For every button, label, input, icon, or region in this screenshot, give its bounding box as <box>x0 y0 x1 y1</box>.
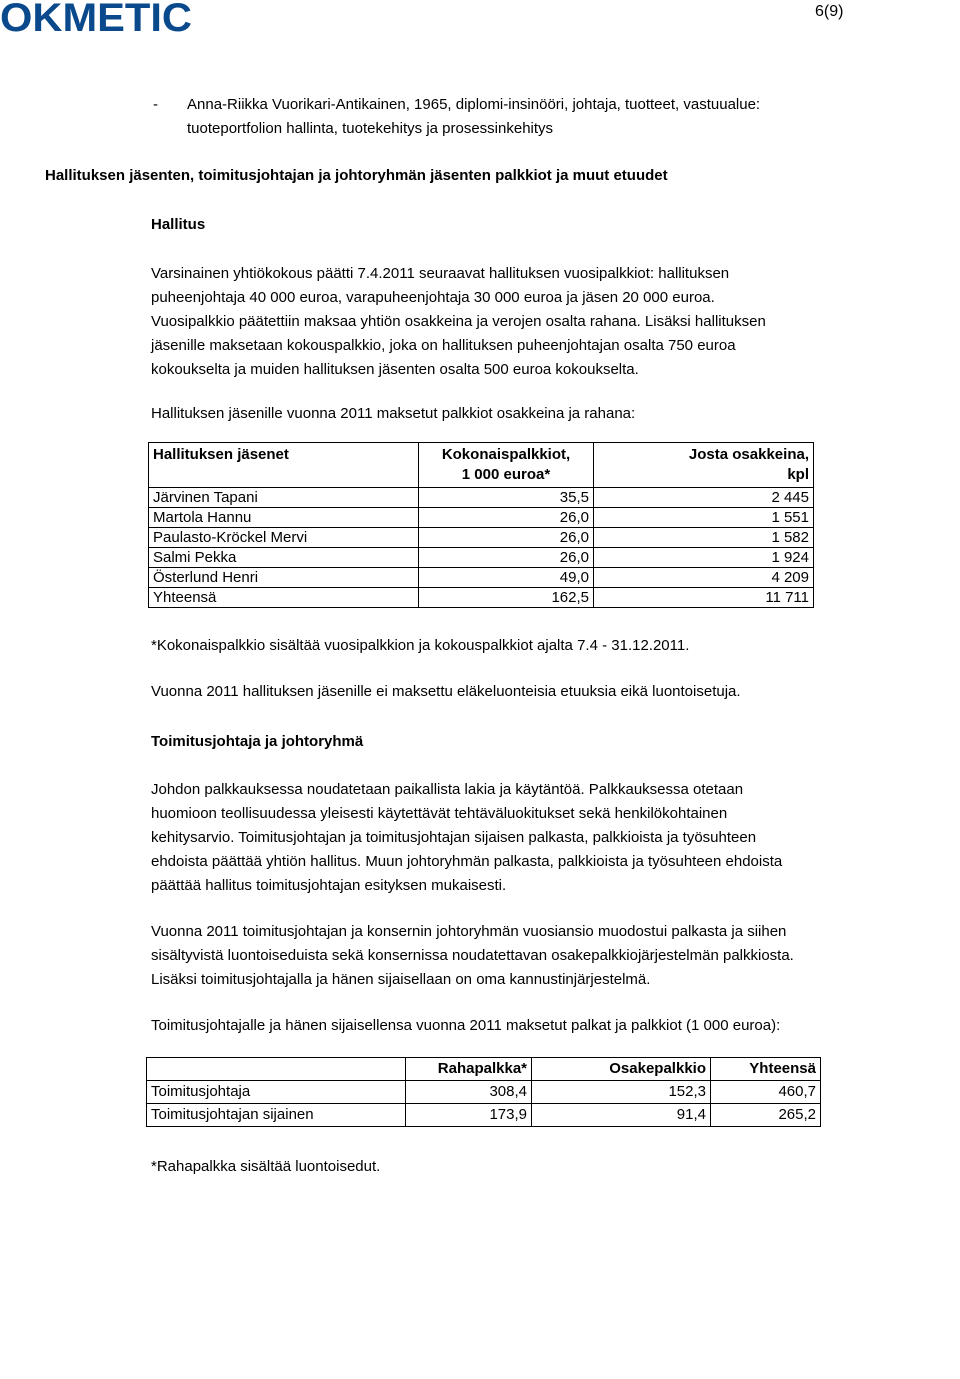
table-row <box>147 1081 821 1104</box>
management-paragraph-2 <box>151 920 794 992</box>
cell-name: Paulasto-Kröckel Mervi <box>149 528 419 548</box>
header-cell-empty <box>147 1058 406 1081</box>
table-header-row <box>147 1058 821 1081</box>
cell-total: 460,7 <box>711 1081 821 1104</box>
header-total-line-2: 1 000 euroa* <box>461 466 551 483</box>
paragraph-line: sisältyvistä luontoiseduista sekä konsernissa noudatettavan osakepalkkiojärjestelmän palkkiosta. <box>151 947 794 964</box>
cell-role: Toimitusjohtajan sijainen <box>147 1104 406 1127</box>
cell-shares: 4 209 <box>594 568 814 588</box>
header-cell-total: Yhteensä <box>711 1058 821 1081</box>
cell-role: Toimitusjohtaja <box>147 1081 406 1104</box>
table-row <box>149 508 814 528</box>
paragraph-line: huomioon teollisuudessa yleisesti käytettävät tehtäväluokitukset sekä henkilökohtainen <box>151 805 728 822</box>
paragraph-line: jäsenille maksetaan kokouspalkkio, joka on hallituksen puheenjohtajan osalta 750 euroa <box>151 337 736 354</box>
cell-shares: 2 445 <box>594 488 814 508</box>
cell-shares: 1 582 <box>594 528 814 548</box>
cell-shares: 1 924 <box>594 548 814 568</box>
ceo-table-intro: Toimitusjohtajalle ja hänen sijaisellensa vuonna 2011 maksetut palkat ja palkkiot (1 000 euroa): <box>151 1017 781 1034</box>
cell-shares: 11 711 <box>594 588 814 608</box>
board-footnote: *Kokonaispalkkio sisältää vuosipalkkion ja kokouspalkkiot ajalta 7.4 - 31.12.2011. <box>151 637 690 654</box>
cell-total: 26,0 <box>419 528 594 548</box>
table-row <box>149 488 814 508</box>
cell-total: 265,2 <box>711 1104 821 1127</box>
ceo-footnote: *Rahapalkka sisältää luontoisedut. <box>151 1158 381 1175</box>
paragraph-line: Johdon palkkauksessa noudatetaan paikallista lakia ja käytäntöä. Palkkauksessa otetaan <box>151 781 744 798</box>
ceo-salary-table <box>146 1057 821 1127</box>
cell-name: Salmi Pekka <box>149 548 419 568</box>
paragraph-line: Vuosipalkkio päätettiin maksaa yhtiön osakkeina ja verojen osalta rahana. Lisäksi hallituksen <box>151 313 766 330</box>
cell-total: 26,0 <box>419 508 594 528</box>
cell-total: 49,0 <box>419 568 594 588</box>
header-shares-line-1: Josta osakkeina, <box>688 446 809 463</box>
cell-name: Martola Hannu <box>149 508 419 528</box>
table-header-row <box>149 443 814 488</box>
logo-text: OKMETIC <box>0 0 193 34</box>
paragraph-line: Vuonna 2011 toimitusjohtajan ja konsernin johtoryhmän vuosiansio muodostui palkasta ja siihen <box>151 923 787 940</box>
cell-share-reward: 91,4 <box>532 1104 711 1127</box>
header-total-line-1: Kokonaispalkkiot, <box>441 446 571 463</box>
board-heading: Hallitus <box>151 216 206 233</box>
cell-name: Järvinen Tapani <box>149 488 419 508</box>
table-row-total <box>149 588 814 608</box>
cell-cash-salary: 308,4 <box>406 1081 532 1104</box>
bullet-line-2: tuoteportfolion hallinta, tuotekehitys ja prosessinkehitys <box>187 120 554 137</box>
cell-cash-salary: 173,9 <box>406 1104 532 1127</box>
table-row <box>149 528 814 548</box>
header-cell-shares <box>594 443 814 488</box>
cell-name: Yhteensä <box>149 588 419 608</box>
bullet-dash: - <box>153 96 158 113</box>
paragraph-line: puheenjohtaja 40 000 euroa, varapuheenjohtaja 30 000 euroa ja jäsen 20 000 euroa. <box>151 289 715 306</box>
cell-name: Österlund Henri <box>149 568 419 588</box>
header-cell-members: Hallituksen jäsenet <box>149 443 419 488</box>
cell-total: 162,5 <box>419 588 594 608</box>
cell-share-reward: 152,3 <box>532 1081 711 1104</box>
table-row <box>149 568 814 588</box>
page-number: 6(9) <box>815 3 844 20</box>
header-cell-cash-salary: Rahapalkka* <box>406 1058 532 1081</box>
paragraph-line: kokoukselta ja muiden hallituksen jäsenten osalta 500 euroa kokoukselta. <box>151 361 639 378</box>
paragraph-line: kehitysarvio. Toimitusjohtajan ja toimitusjohtajan sijaisen palkasta, palkkioista ja työsuhteen <box>151 829 757 846</box>
board-paragraph <box>151 262 766 382</box>
management-heading: Toimitusjohtaja ja johtoryhmä <box>151 733 364 750</box>
board-fees-table <box>148 442 814 608</box>
section-heading: Hallituksen jäsenten, toimitusjohtajan ja johtoryhmän jäsenten palkkiot ja muut etuudet <box>45 167 668 184</box>
bullet-line-1: Anna-Riikka Vuorikari-Antikainen, 1965, diplomi-insinööri, johtaja, tuotteet, vastuualue: <box>187 96 761 113</box>
okmetic-logo <box>0 0 194 34</box>
table-row <box>149 548 814 568</box>
board-pension-note: Vuonna 2011 hallituksen jäsenille ei maksettu eläkeluonteisia etuuksia eikä luontoisetuja. <box>151 683 741 700</box>
header-cell-share-reward: Osakepalkkio <box>532 1058 711 1081</box>
header-shares-line-2: kpl <box>787 466 809 483</box>
table-row <box>147 1104 821 1127</box>
header-cell-total <box>419 443 594 488</box>
cell-total: 35,5 <box>419 488 594 508</box>
cell-shares: 1 551 <box>594 508 814 528</box>
paragraph-line: Lisäksi toimitusjohtajalla ja hänen sijaisellaan on oma kannustinjärjestelmä. <box>151 971 651 988</box>
paragraph-line: ehdoista päättää yhtiön hallitus. Muun johtoryhmän palkasta, palkkioista ja työsuhteen ehdoista <box>151 853 783 870</box>
paragraph-line: päättää hallitus toimitusjohtajan esityksen mukaisesti. <box>151 877 507 894</box>
paragraph-line: Varsinainen yhtiökokous päätti 7.4.2011 seuraavat hallituksen vuosipalkkiot: hallituksen <box>151 265 730 282</box>
cell-total: 26,0 <box>419 548 594 568</box>
management-paragraph-1 <box>151 778 782 898</box>
board-table-intro: Hallituksen jäsenille vuonna 2011 maksetut palkkiot osakkeina ja rahana: <box>151 405 636 422</box>
